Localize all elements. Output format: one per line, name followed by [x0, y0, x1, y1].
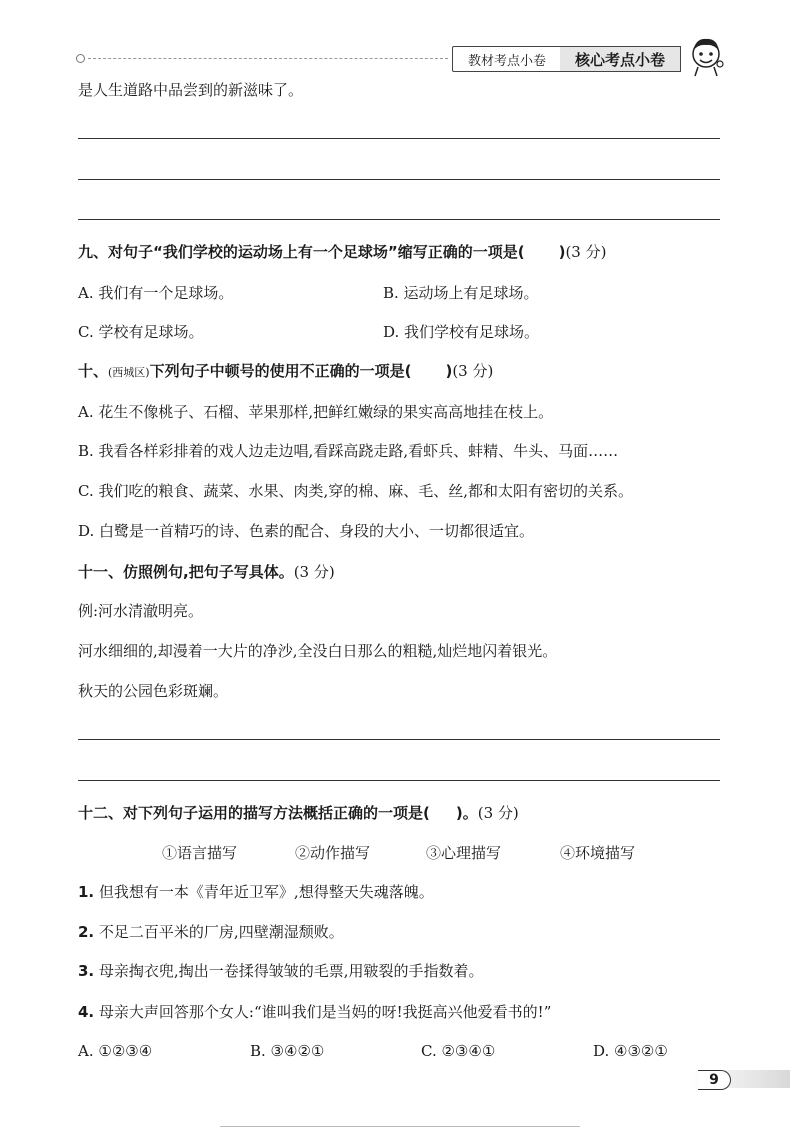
q9-option-a[interactable]: A. 我们有一个足球场。 — [78, 284, 234, 302]
q12-sentence-number: 4. — [78, 1003, 95, 1021]
footer-rule — [220, 1126, 580, 1127]
q12-sentence — [78, 922, 344, 942]
q11-title — [78, 562, 335, 582]
q12-paren-close: )。 — [455, 804, 478, 822]
q12-sentence-text: 母亲大声回答那个女人:“谁叫我们是当妈的呀!我挺高兴他爱看书的!” — [98, 1003, 552, 1021]
page-number: 9 — [698, 1070, 731, 1090]
q12-title-text: 十二、对下列句子运用的描写方法概括正确的一项是( — [78, 804, 430, 822]
q9-title-text: 九、对句子“我们学校的运动场上有一个足球场”缩写正确的一项是( — [78, 243, 525, 261]
q12-sentence — [78, 882, 434, 902]
q10-option-d[interactable]: D. 白鹭是一首精巧的诗、色素的配合、身段的大小、一切都很适宜。 — [78, 522, 535, 540]
q10-number: 十、 — [78, 362, 109, 380]
q10-title — [78, 361, 493, 383]
q12-sentence-number: 2. — [78, 923, 95, 941]
q12-method: ①语言描写 — [162, 844, 238, 862]
q11-example-label: 例:河水清澈明亮。 — [78, 602, 204, 620]
cartoon-boy-icon — [684, 34, 728, 78]
q9-option-d[interactable]: D. 我们学校有足球场。 — [383, 323, 540, 341]
q12-sentence-text: 母亲掏衣兜,掏出一卷揉得皱皱的毛票,用皲裂的手指数着。 — [98, 962, 484, 980]
q12-option-d[interactable]: D. ④③②① — [593, 1042, 668, 1060]
header-dotted-line — [88, 58, 448, 59]
q12-sentence-text: 不足二百平米的厂房,四壁潮湿颓败。 — [98, 923, 344, 941]
answer-line[interactable] — [78, 179, 720, 180]
q11-example-answer: 河水细细的,却漫着一大片的净沙,全没白日那么的粗糙,灿烂地闪着银光。 — [78, 642, 558, 660]
q10-option-c[interactable]: C. 我们吃的粮食、蔬菜、水果、肉类,穿的棉、麻、毛、丝,都和太阳有密切的关系。 — [78, 482, 634, 500]
q12-title — [78, 803, 519, 823]
q12-option-b[interactable]: B. ③④②① — [250, 1042, 325, 1060]
continuation-text: 是人生道路中品尝到的新滋味了。 — [78, 81, 304, 99]
answer-line[interactable] — [78, 780, 720, 781]
q9-title — [78, 242, 606, 262]
answer-line[interactable] — [78, 138, 720, 139]
answer-line[interactable] — [78, 219, 720, 220]
q12-sentence-text: 但我想有一本《青年近卫军》,想得整天失魂落魄。 — [98, 883, 434, 901]
header-dot-circle — [76, 54, 85, 63]
q9-option-b[interactable]: B. 运动场上有足球场。 — [383, 284, 539, 302]
q12-method: ④环境描写 — [560, 844, 636, 862]
q10-score: (3 分) — [452, 362, 494, 380]
q10-option-b[interactable]: B. 我看各样彩排着的戏人边走边唱,看踩高跷走路,看虾兵、蚌精、牛头、马面…… — [78, 442, 619, 460]
q12-sentence — [78, 961, 483, 981]
q10-title-text: 下列句子中顿号的使用不正确的一项是( — [149, 362, 412, 380]
q12-method: ②动作描写 — [295, 844, 371, 862]
q9-option-c[interactable]: C. 学校有足球场。 — [78, 323, 204, 341]
q11-score: (3 分) — [293, 563, 335, 581]
q9-paren-close: ) — [558, 243, 566, 261]
q12-score: (3 分) — [477, 804, 519, 822]
q12-sentence-number: 3. — [78, 962, 95, 980]
q10-paren-close: ) — [445, 362, 453, 380]
q11-title-text: 十一、仿照例句,把句子写具体。 — [78, 563, 294, 581]
q12-sentence — [78, 1002, 551, 1022]
q12-sentence-number: 1. — [78, 883, 95, 901]
header-tag-right: 核心考点小卷 — [560, 46, 681, 72]
q9-score: (3 分) — [565, 243, 607, 261]
header-tag-left: 教材考点小卷 — [452, 46, 562, 72]
q10-region: (西城区) — [108, 366, 150, 379]
q11-prompt: 秋天的公园色彩斑斓。 — [78, 682, 229, 700]
answer-line[interactable] — [78, 739, 720, 740]
q10-option-a[interactable]: A. 花生不像桃子、石榴、苹果那样,把鲜红嫩绿的果实高高地挂在枝上。 — [78, 403, 554, 421]
q12-option-a[interactable]: A. ①②③④ — [78, 1042, 153, 1060]
q12-option-c[interactable]: C. ②③④① — [421, 1042, 496, 1060]
q12-method: ③心理描写 — [426, 844, 502, 862]
